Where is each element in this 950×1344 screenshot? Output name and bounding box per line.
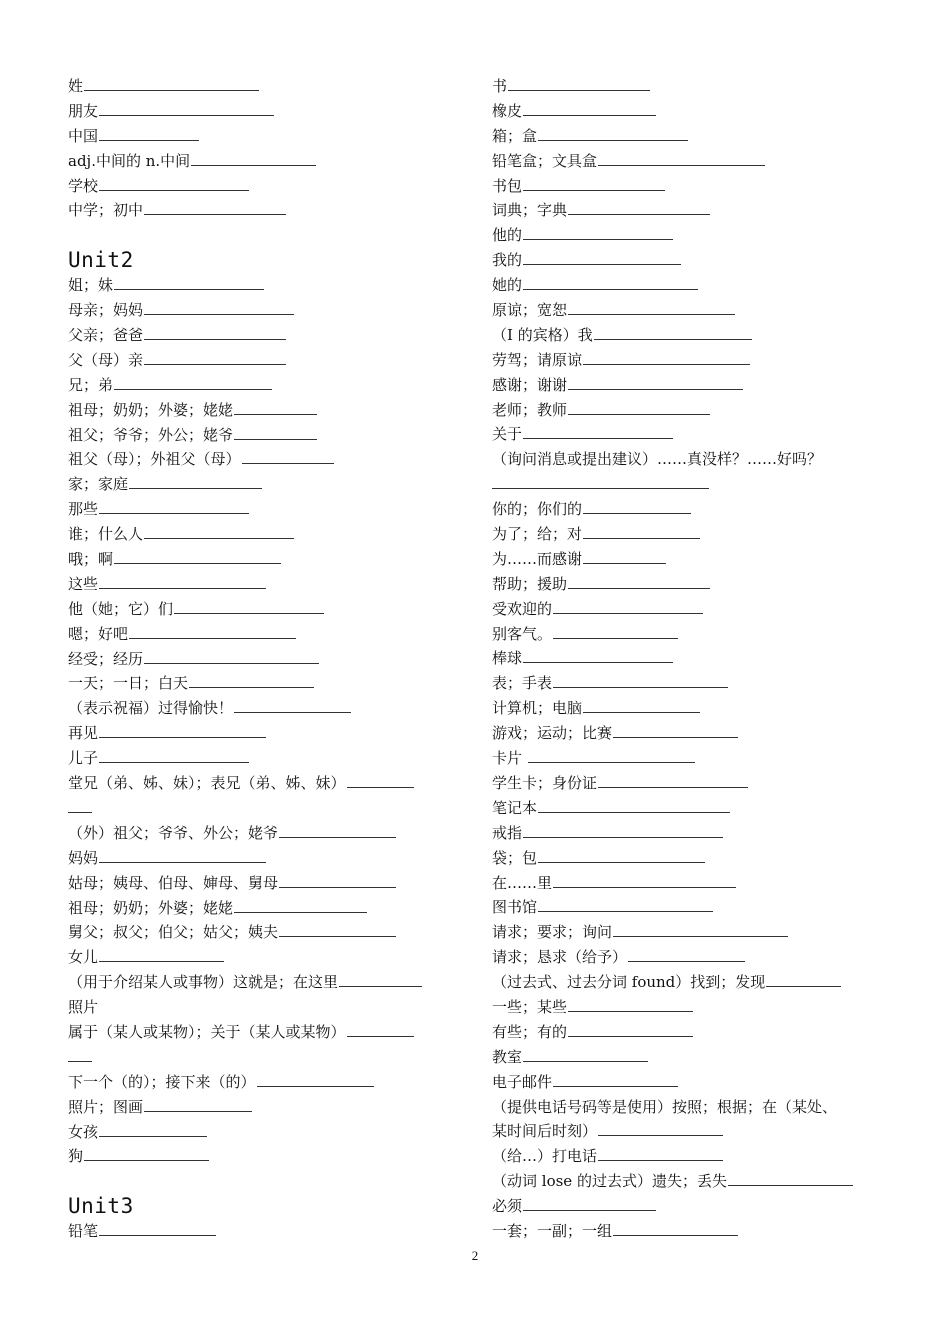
vocab-term: 嗯；好吧	[68, 624, 129, 643]
answer-blank[interactable]	[598, 772, 748, 788]
vocab-term: 祖母；奶奶；外婆；姥姥	[68, 400, 234, 419]
vocab-term: 劳驾；请原谅	[492, 350, 583, 369]
vocab-entry	[68, 497, 463, 522]
answer-blank[interactable]	[523, 1046, 648, 1062]
answer-blank[interactable]	[568, 996, 693, 1012]
answer-blank[interactable]	[538, 125, 688, 141]
answer-blank[interactable]	[144, 349, 286, 365]
vocab-term: 姓	[68, 77, 84, 95]
answer-blank[interactable]	[234, 897, 367, 913]
vocab-term: 中国	[68, 126, 99, 145]
answer-blank[interactable]	[242, 448, 334, 464]
answer-blank[interactable]	[347, 1021, 414, 1037]
answer-blank[interactable]	[523, 647, 673, 663]
answer-blank[interactable]	[99, 722, 266, 738]
answer-blank[interactable]	[523, 1195, 656, 1211]
vocab-term: 原谅；宽恕	[492, 301, 568, 320]
vocab-entry	[68, 423, 463, 448]
page-number: 2	[471, 1248, 479, 1263]
vocab-entry	[68, 896, 463, 921]
unit3-heading: Unit3	[68, 1194, 134, 1219]
vocab-entry	[492, 572, 887, 597]
vocab-entry	[492, 248, 887, 273]
vocab-entry	[492, 995, 887, 1020]
vocab-entry	[492, 920, 887, 945]
vocab-term: 我的	[492, 251, 523, 270]
vocab-term: （过去式、过去分词 found）找到；发现	[492, 973, 766, 992]
vocab-entry	[492, 846, 887, 871]
vocab-term: 哦；啊	[68, 550, 114, 569]
vocab-term: 某时间后时刻）	[492, 1122, 598, 1141]
vocab-entry	[68, 547, 463, 572]
vocab-entry	[68, 1095, 463, 1120]
vocab-entry	[68, 920, 463, 945]
answer-blank[interactable]	[553, 1071, 678, 1087]
vocab-term: 兄；弟	[68, 375, 114, 394]
vocab-term: 母亲；妈妈	[68, 301, 144, 320]
vocab-entry	[68, 348, 463, 373]
answer-blank[interactable]	[568, 1021, 693, 1037]
vocab-entry	[492, 273, 887, 298]
answer-blank[interactable]	[99, 175, 249, 191]
vocab-entry	[68, 1120, 463, 1145]
answer-blank[interactable]	[523, 423, 673, 439]
vocab-term: 有些；有的	[492, 1022, 568, 1041]
vocab-entry	[492, 373, 887, 398]
answer-blank[interactable]	[492, 473, 709, 489]
vocab-entry	[492, 1144, 887, 1169]
vocab-term: 下一个（的）；接下来（的）	[68, 1072, 256, 1091]
vocab-entry	[492, 1194, 887, 1219]
vocab-term: 书	[492, 77, 508, 95]
unit2-vocab-list	[68, 273, 463, 1169]
vocab-term: 他的	[492, 226, 523, 245]
vocab-entry	[68, 945, 463, 970]
vocab-term: 必须	[492, 1197, 523, 1216]
vocab-entry	[492, 721, 887, 746]
vocab-entry-continued	[68, 796, 463, 821]
vocab-entry	[68, 522, 463, 547]
vocab-term: 别客气。	[492, 624, 553, 643]
right-vocab-list	[492, 74, 887, 1244]
vocab-term: 帮助；援助	[492, 574, 568, 593]
vocab-term: 图书馆	[492, 898, 538, 917]
vocab-entry	[68, 696, 463, 721]
vocab-term: 笔记本	[492, 798, 538, 817]
vocab-entry	[492, 821, 887, 846]
vocab-entry	[492, 174, 887, 199]
vocab-entry	[492, 671, 887, 696]
vocab-entry-continued	[492, 1119, 887, 1144]
vocab-term: 父（母）亲	[68, 350, 144, 369]
left-column	[68, 74, 463, 1244]
vocab-term: 中学；初中	[68, 201, 144, 220]
vocab-entry	[492, 422, 887, 447]
vocab-entry	[492, 696, 887, 721]
vocab-term: 她的	[492, 276, 523, 295]
vocab-entry	[68, 622, 463, 647]
vocab-term: 词典；字典	[492, 201, 568, 220]
vocab-term: 戒指	[492, 823, 523, 842]
vocab-entry	[492, 497, 887, 522]
vocab-entry	[68, 970, 463, 995]
vocab-entry	[68, 1144, 463, 1169]
vocab-entry	[68, 671, 463, 696]
vocab-entry	[68, 74, 463, 99]
answer-blank[interactable]	[99, 1121, 207, 1137]
vocab-term: 关于	[492, 425, 523, 444]
answer-blank[interactable]	[538, 896, 713, 912]
vocab-term: 他（她；它）们	[68, 599, 174, 618]
vocab-term: 学校	[68, 176, 99, 195]
vocab-entry	[492, 99, 887, 124]
answer-blank[interactable]	[568, 573, 710, 589]
vocab-entry	[68, 323, 463, 348]
vocab-entry	[492, 1169, 887, 1194]
vocab-entry	[68, 472, 463, 497]
answer-blank[interactable]	[191, 150, 316, 166]
answer-blank[interactable]	[523, 822, 723, 838]
vocab-entry	[492, 323, 887, 348]
vocab-entry	[492, 1045, 887, 1070]
vocab-entry	[68, 99, 463, 124]
answer-blank[interactable]	[114, 374, 272, 390]
vocab-term: 箱；盒	[492, 126, 538, 145]
answer-blank[interactable]	[339, 971, 422, 987]
vocab-term: 在……里	[492, 873, 553, 892]
vocab-entry	[492, 398, 887, 423]
vocab-term: 女孩	[68, 1122, 99, 1141]
vocab-term: 铅笔盒；文具盒	[492, 151, 598, 170]
vocab-entry	[492, 298, 887, 323]
answer-blank[interactable]	[583, 523, 700, 539]
answer-blank[interactable]	[84, 75, 259, 91]
answer-blank[interactable]	[99, 747, 249, 763]
vocab-entry	[492, 447, 887, 472]
answer-blank[interactable]	[583, 697, 700, 713]
answer-blank[interactable]	[189, 672, 314, 688]
answer-blank[interactable]	[613, 1220, 738, 1236]
vocab-entry	[68, 572, 463, 597]
vocab-term: 卡片	[492, 749, 527, 768]
vocab-term: 教室	[492, 1047, 523, 1066]
vocab-entry	[68, 398, 463, 423]
vocab-term: 祖父（母）；外祖父（母）	[68, 450, 241, 469]
vocab-entry	[68, 771, 463, 796]
answer-blank[interactable]	[144, 299, 294, 315]
vocab-term: 学生卡；身份证	[492, 773, 598, 792]
answer-blank[interactable]	[99, 1220, 216, 1236]
answer-blank[interactable]	[144, 648, 319, 664]
vocab-term: 经受；经历	[68, 649, 144, 668]
answer-blank[interactable]	[99, 498, 249, 514]
answer-blank[interactable]	[568, 374, 743, 390]
vocab-term: 为了；给；对	[492, 525, 583, 544]
answer-blank[interactable]	[99, 847, 266, 863]
answer-blank[interactable]	[234, 424, 317, 440]
answer-blank[interactable]	[528, 747, 695, 763]
vocab-term: 姐；妹	[68, 276, 114, 295]
vocab-entry	[492, 597, 887, 622]
answer-blank[interactable]	[583, 349, 750, 365]
vocab-term: 铅笔	[68, 1222, 99, 1241]
vocab-term: 棒球	[492, 649, 523, 668]
answer-blank[interactable]	[114, 274, 264, 290]
vocab-term: 照片	[68, 998, 99, 1017]
vocab-entry	[68, 124, 463, 149]
vocab-entry	[492, 796, 887, 821]
answer-blank[interactable]	[583, 548, 666, 564]
unit2-heading: Unit2	[68, 248, 134, 273]
vocab-term: 再见	[68, 724, 99, 743]
vocab-entry	[68, 273, 463, 298]
answer-blank[interactable]	[257, 1071, 374, 1087]
answer-blank[interactable]	[598, 150, 765, 166]
vocab-entry	[492, 223, 887, 248]
vocab-term: 祖母；奶奶；外婆；姥姥	[68, 898, 234, 917]
vocab-term: 电子邮件	[492, 1072, 553, 1091]
answer-blank[interactable]	[508, 75, 650, 91]
answer-blank[interactable]	[144, 1096, 252, 1112]
vocab-entry	[492, 970, 887, 995]
left-vocab-list	[68, 74, 463, 223]
vocab-term: （表示祝福）过得愉快！	[68, 699, 234, 718]
answer-blank[interactable]	[174, 598, 324, 614]
answer-blank[interactable]	[628, 946, 745, 962]
vocab-term: 堂兄（弟、姊、妹）；表兄（弟、姊、妹）	[68, 774, 346, 793]
right-column	[492, 74, 887, 1244]
vocab-term: 为……而感谢	[492, 549, 583, 568]
vocab-term: （用于介绍某人或事物）这就是；在这里	[68, 973, 339, 992]
answer-blank[interactable]	[613, 722, 738, 738]
answer-blank[interactable]	[613, 921, 788, 937]
vocab-term: 受欢迎的	[492, 599, 553, 618]
answer-blank[interactable]	[583, 498, 691, 514]
answer-blank[interactable]	[553, 872, 736, 888]
answer-blank[interactable]	[129, 623, 296, 639]
answer-blank[interactable]	[99, 125, 199, 141]
answer-blank[interactable]	[538, 847, 705, 863]
vocab-term: 一些；某些	[492, 997, 568, 1016]
vocab-term: 你的；你们的	[492, 500, 583, 519]
answer-blank[interactable]	[594, 324, 752, 340]
vocab-entry	[492, 646, 887, 671]
answer-blank[interactable]	[68, 797, 92, 813]
vocab-entry	[492, 198, 887, 223]
vocab-entry	[492, 945, 887, 970]
answer-blank[interactable]	[144, 523, 294, 539]
vocab-term: 书包	[492, 176, 523, 195]
vocab-entry-continued	[492, 472, 887, 497]
vocab-term: 请求；恳求（给予）	[492, 948, 628, 967]
answer-blank[interactable]	[538, 797, 730, 813]
answer-blank[interactable]	[279, 822, 396, 838]
vocab-entry	[68, 1219, 463, 1244]
answer-blank[interactable]	[99, 946, 224, 962]
vocab-entry	[492, 771, 887, 796]
vocab-term: 女儿	[68, 948, 99, 967]
vocab-term: 感谢；谢谢	[492, 375, 568, 394]
vocab-term: 妈妈	[68, 848, 99, 867]
vocab-term: （提供电话号码等是使用）按照；根据；在（某处、	[492, 1097, 838, 1116]
vocab-entry	[68, 298, 463, 323]
vocab-term: 老师；教师	[492, 400, 568, 419]
vocab-term: 一天；一日；白天	[68, 674, 189, 693]
answer-blank[interactable]	[553, 598, 703, 614]
answer-blank[interactable]	[84, 1145, 209, 1161]
answer-blank[interactable]	[523, 249, 681, 265]
answer-blank[interactable]	[553, 623, 678, 639]
vocab-term: 父亲；爸爸	[68, 326, 144, 345]
vocab-entry	[492, 547, 887, 572]
vocab-entry	[492, 149, 887, 174]
vocab-term: 一套；一副；一组	[492, 1221, 613, 1240]
vocab-entry	[492, 74, 887, 99]
answer-blank[interactable]	[234, 399, 317, 415]
vocab-term: 谁；什么人	[68, 525, 144, 544]
vocab-entry	[492, 124, 887, 149]
answer-blank[interactable]	[129, 473, 262, 489]
vocab-entry-continued	[68, 1045, 463, 1070]
answer-blank[interactable]	[279, 921, 396, 937]
vocab-term: 祖父；爷爷；外公；姥爷	[68, 425, 234, 444]
answer-blank[interactable]	[347, 772, 414, 788]
answer-blank[interactable]	[568, 399, 710, 415]
answer-blank[interactable]	[523, 224, 673, 240]
answer-blank[interactable]	[523, 175, 665, 191]
vocab-term: （动词 lose 的过去式）遗失；丢失	[492, 1172, 727, 1191]
vocab-entry	[68, 647, 463, 672]
vocab-term: adj.中间的 n.中间	[68, 151, 191, 170]
answer-blank[interactable]	[523, 274, 698, 290]
vocab-entry	[68, 871, 463, 896]
answer-blank[interactable]	[598, 1145, 723, 1161]
vocab-entry	[492, 895, 887, 920]
answer-blank[interactable]	[99, 573, 266, 589]
vocab-entry	[68, 746, 463, 771]
answer-blank[interactable]	[766, 971, 841, 987]
vocab-entry	[68, 149, 463, 174]
vocab-term: 游戏；运动；比赛	[492, 724, 613, 743]
vocab-entry	[68, 821, 463, 846]
vocab-term: （外）祖父；爷爷、外公；姥爷	[68, 823, 279, 842]
vocab-entry	[492, 1020, 887, 1045]
vocab-term: 那些	[68, 500, 99, 519]
vocab-entry	[68, 597, 463, 622]
answer-blank[interactable]	[279, 872, 396, 888]
vocab-entry	[68, 174, 463, 199]
vocab-entry	[68, 373, 463, 398]
vocab-term: 橡皮	[492, 101, 523, 120]
vocab-term: 袋；包	[492, 848, 538, 867]
vocab-term: 表；手表	[492, 674, 553, 693]
answer-blank[interactable]	[144, 199, 286, 215]
vocab-entry	[492, 348, 887, 373]
answer-blank[interactable]	[728, 1170, 853, 1186]
vocab-term: 属于（某人或某物）；关于（某人或某物）	[68, 1022, 346, 1041]
vocab-entry	[68, 1020, 463, 1045]
answer-blank[interactable]	[523, 100, 656, 116]
vocab-entry	[492, 622, 887, 647]
vocab-entry	[492, 1095, 887, 1120]
unit3-vocab-list	[68, 1219, 463, 1244]
vocab-entry-continued	[68, 995, 463, 1020]
vocab-entry	[492, 522, 887, 547]
vocab-entry	[492, 871, 887, 896]
vocab-term: 舅父；叔父；伯父；姑父；姨夫	[68, 923, 279, 942]
vocab-term: 朋友	[68, 101, 99, 120]
answer-blank[interactable]	[99, 100, 274, 116]
vocab-term: 姑母；姨母、伯母、婶母、舅母	[68, 873, 279, 892]
vocab-entry	[68, 447, 463, 472]
answer-blank[interactable]	[234, 697, 351, 713]
vocab-entry	[68, 846, 463, 871]
answer-blank[interactable]	[144, 324, 286, 340]
answer-blank[interactable]	[598, 1120, 723, 1136]
vocab-entry	[492, 1219, 887, 1244]
vocab-term: （I 的宾格）我	[492, 325, 593, 344]
vocab-term: 计算机；电脑	[492, 699, 583, 718]
answer-blank[interactable]	[114, 548, 281, 564]
answer-blank[interactable]	[568, 299, 735, 315]
vocab-entry	[492, 1070, 887, 1095]
vocab-entry	[492, 746, 887, 771]
vocab-term: （询问消息或提出建议）……真没样？……好吗？	[492, 450, 823, 469]
vocab-entry	[68, 721, 463, 746]
answer-blank[interactable]	[68, 1046, 92, 1062]
vocab-term: 儿子	[68, 749, 99, 768]
vocab-entry	[68, 1070, 463, 1095]
answer-blank[interactable]	[553, 672, 728, 688]
vocab-term: 狗	[68, 1147, 84, 1166]
vocab-term: （给…）打电话	[492, 1147, 598, 1166]
vocab-entry	[68, 198, 463, 223]
vocab-term: 照片；图画	[68, 1097, 144, 1116]
vocab-term: 这些	[68, 574, 99, 593]
vocab-term: 家；家庭	[68, 475, 129, 494]
answer-blank[interactable]	[568, 199, 710, 215]
vocab-term: 请求；要求；询问	[492, 923, 613, 942]
